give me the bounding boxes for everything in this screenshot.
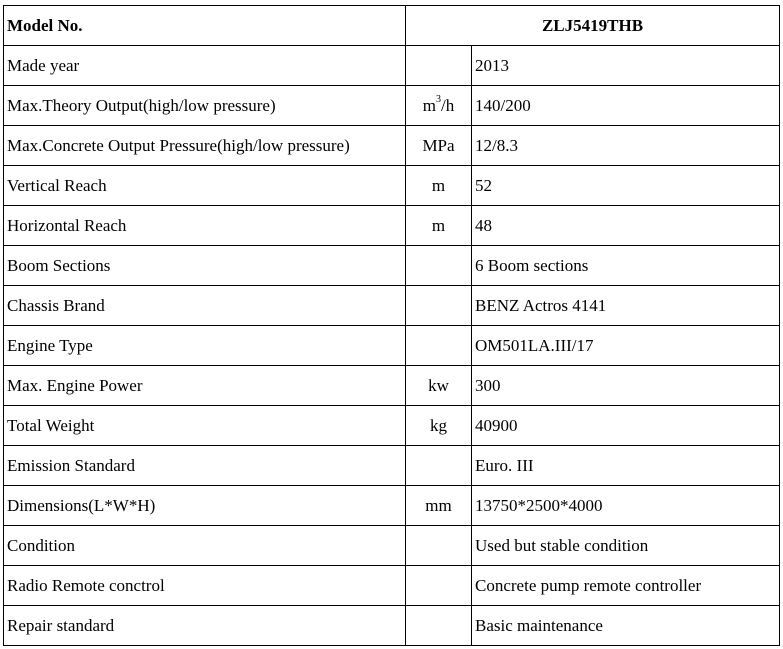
table-row bbox=[4, 566, 780, 606]
param-cell: Horizontal Reach bbox=[4, 206, 406, 246]
unit-cell bbox=[406, 46, 472, 86]
value-cell: 52 bbox=[472, 166, 780, 206]
param-cell: Chassis Brand bbox=[4, 286, 406, 326]
param-cell: Dimensions(L*W*H) bbox=[4, 486, 406, 526]
unit-cell bbox=[406, 446, 472, 486]
param-cell: Made year bbox=[4, 46, 406, 86]
param-cell: Condition bbox=[4, 526, 406, 566]
value-cell: OM501LA.III/17 bbox=[472, 326, 780, 366]
model-label: Model No. bbox=[4, 6, 406, 46]
unit-cell bbox=[406, 326, 472, 366]
value-cell: 140/200 bbox=[472, 86, 780, 126]
unit-cell: mm bbox=[406, 486, 472, 526]
param-cell: Emission Standard bbox=[4, 446, 406, 486]
specification-table bbox=[3, 5, 780, 646]
value-cell: 48 bbox=[472, 206, 780, 246]
unit-cell bbox=[406, 86, 472, 126]
param-cell: Max.Concrete Output Pressure(high/low pressure) bbox=[4, 126, 406, 166]
table-row bbox=[4, 206, 780, 246]
unit-cell bbox=[406, 606, 472, 646]
param-cell: Max.Theory Output(high/low pressure) bbox=[4, 86, 406, 126]
value-cell: 12/8.3 bbox=[472, 126, 780, 166]
model-value: ZLJ5419THB bbox=[406, 6, 780, 46]
table-row bbox=[4, 126, 780, 166]
table-row bbox=[4, 406, 780, 446]
value-cell: Basic maintenance bbox=[472, 606, 780, 646]
table-row bbox=[4, 326, 780, 366]
unit-cell bbox=[406, 566, 472, 606]
table-row bbox=[4, 46, 780, 86]
param-cell: Total Weight bbox=[4, 406, 406, 446]
value-cell: 13750*2500*4000 bbox=[472, 486, 780, 526]
unit-superscript: 3 bbox=[436, 93, 441, 105]
value-cell: Euro. III bbox=[472, 446, 780, 486]
param-cell: Max. Engine Power bbox=[4, 366, 406, 406]
value-cell: 300 bbox=[472, 366, 780, 406]
param-cell: Repair standard bbox=[4, 606, 406, 646]
table-row bbox=[4, 526, 780, 566]
table-row bbox=[4, 606, 780, 646]
table-row bbox=[4, 486, 780, 526]
unit-rest: /h bbox=[441, 95, 455, 115]
table-row bbox=[4, 286, 780, 326]
param-cell: Radio Remote conctrol bbox=[4, 566, 406, 606]
unit-cell bbox=[406, 286, 472, 326]
unit-cell: kg bbox=[406, 406, 472, 446]
param-cell: Boom Sections bbox=[4, 246, 406, 286]
unit-cell: kw bbox=[406, 366, 472, 406]
unit-cell bbox=[406, 246, 472, 286]
value-cell: Concrete pump remote controller bbox=[472, 566, 780, 606]
unit-base: m bbox=[422, 95, 436, 115]
unit-cell: MPa bbox=[406, 126, 472, 166]
value-cell: 40900 bbox=[472, 406, 780, 446]
unit-cell bbox=[406, 526, 472, 566]
unit-cell: m bbox=[406, 206, 472, 246]
table-row bbox=[4, 446, 780, 486]
table-row bbox=[4, 366, 780, 406]
table-row bbox=[4, 166, 780, 206]
value-cell: BENZ Actros 4141 bbox=[472, 286, 780, 326]
table-row bbox=[4, 86, 780, 126]
unit-cell: m bbox=[406, 166, 472, 206]
param-cell: Engine Type bbox=[4, 326, 406, 366]
value-cell: 6 Boom sections bbox=[472, 246, 780, 286]
table-row bbox=[4, 246, 780, 286]
value-cell: 2013 bbox=[472, 46, 780, 86]
param-cell: Vertical Reach bbox=[4, 166, 406, 206]
value-cell: Used but stable condition bbox=[472, 526, 780, 566]
table-header-row bbox=[4, 6, 780, 46]
